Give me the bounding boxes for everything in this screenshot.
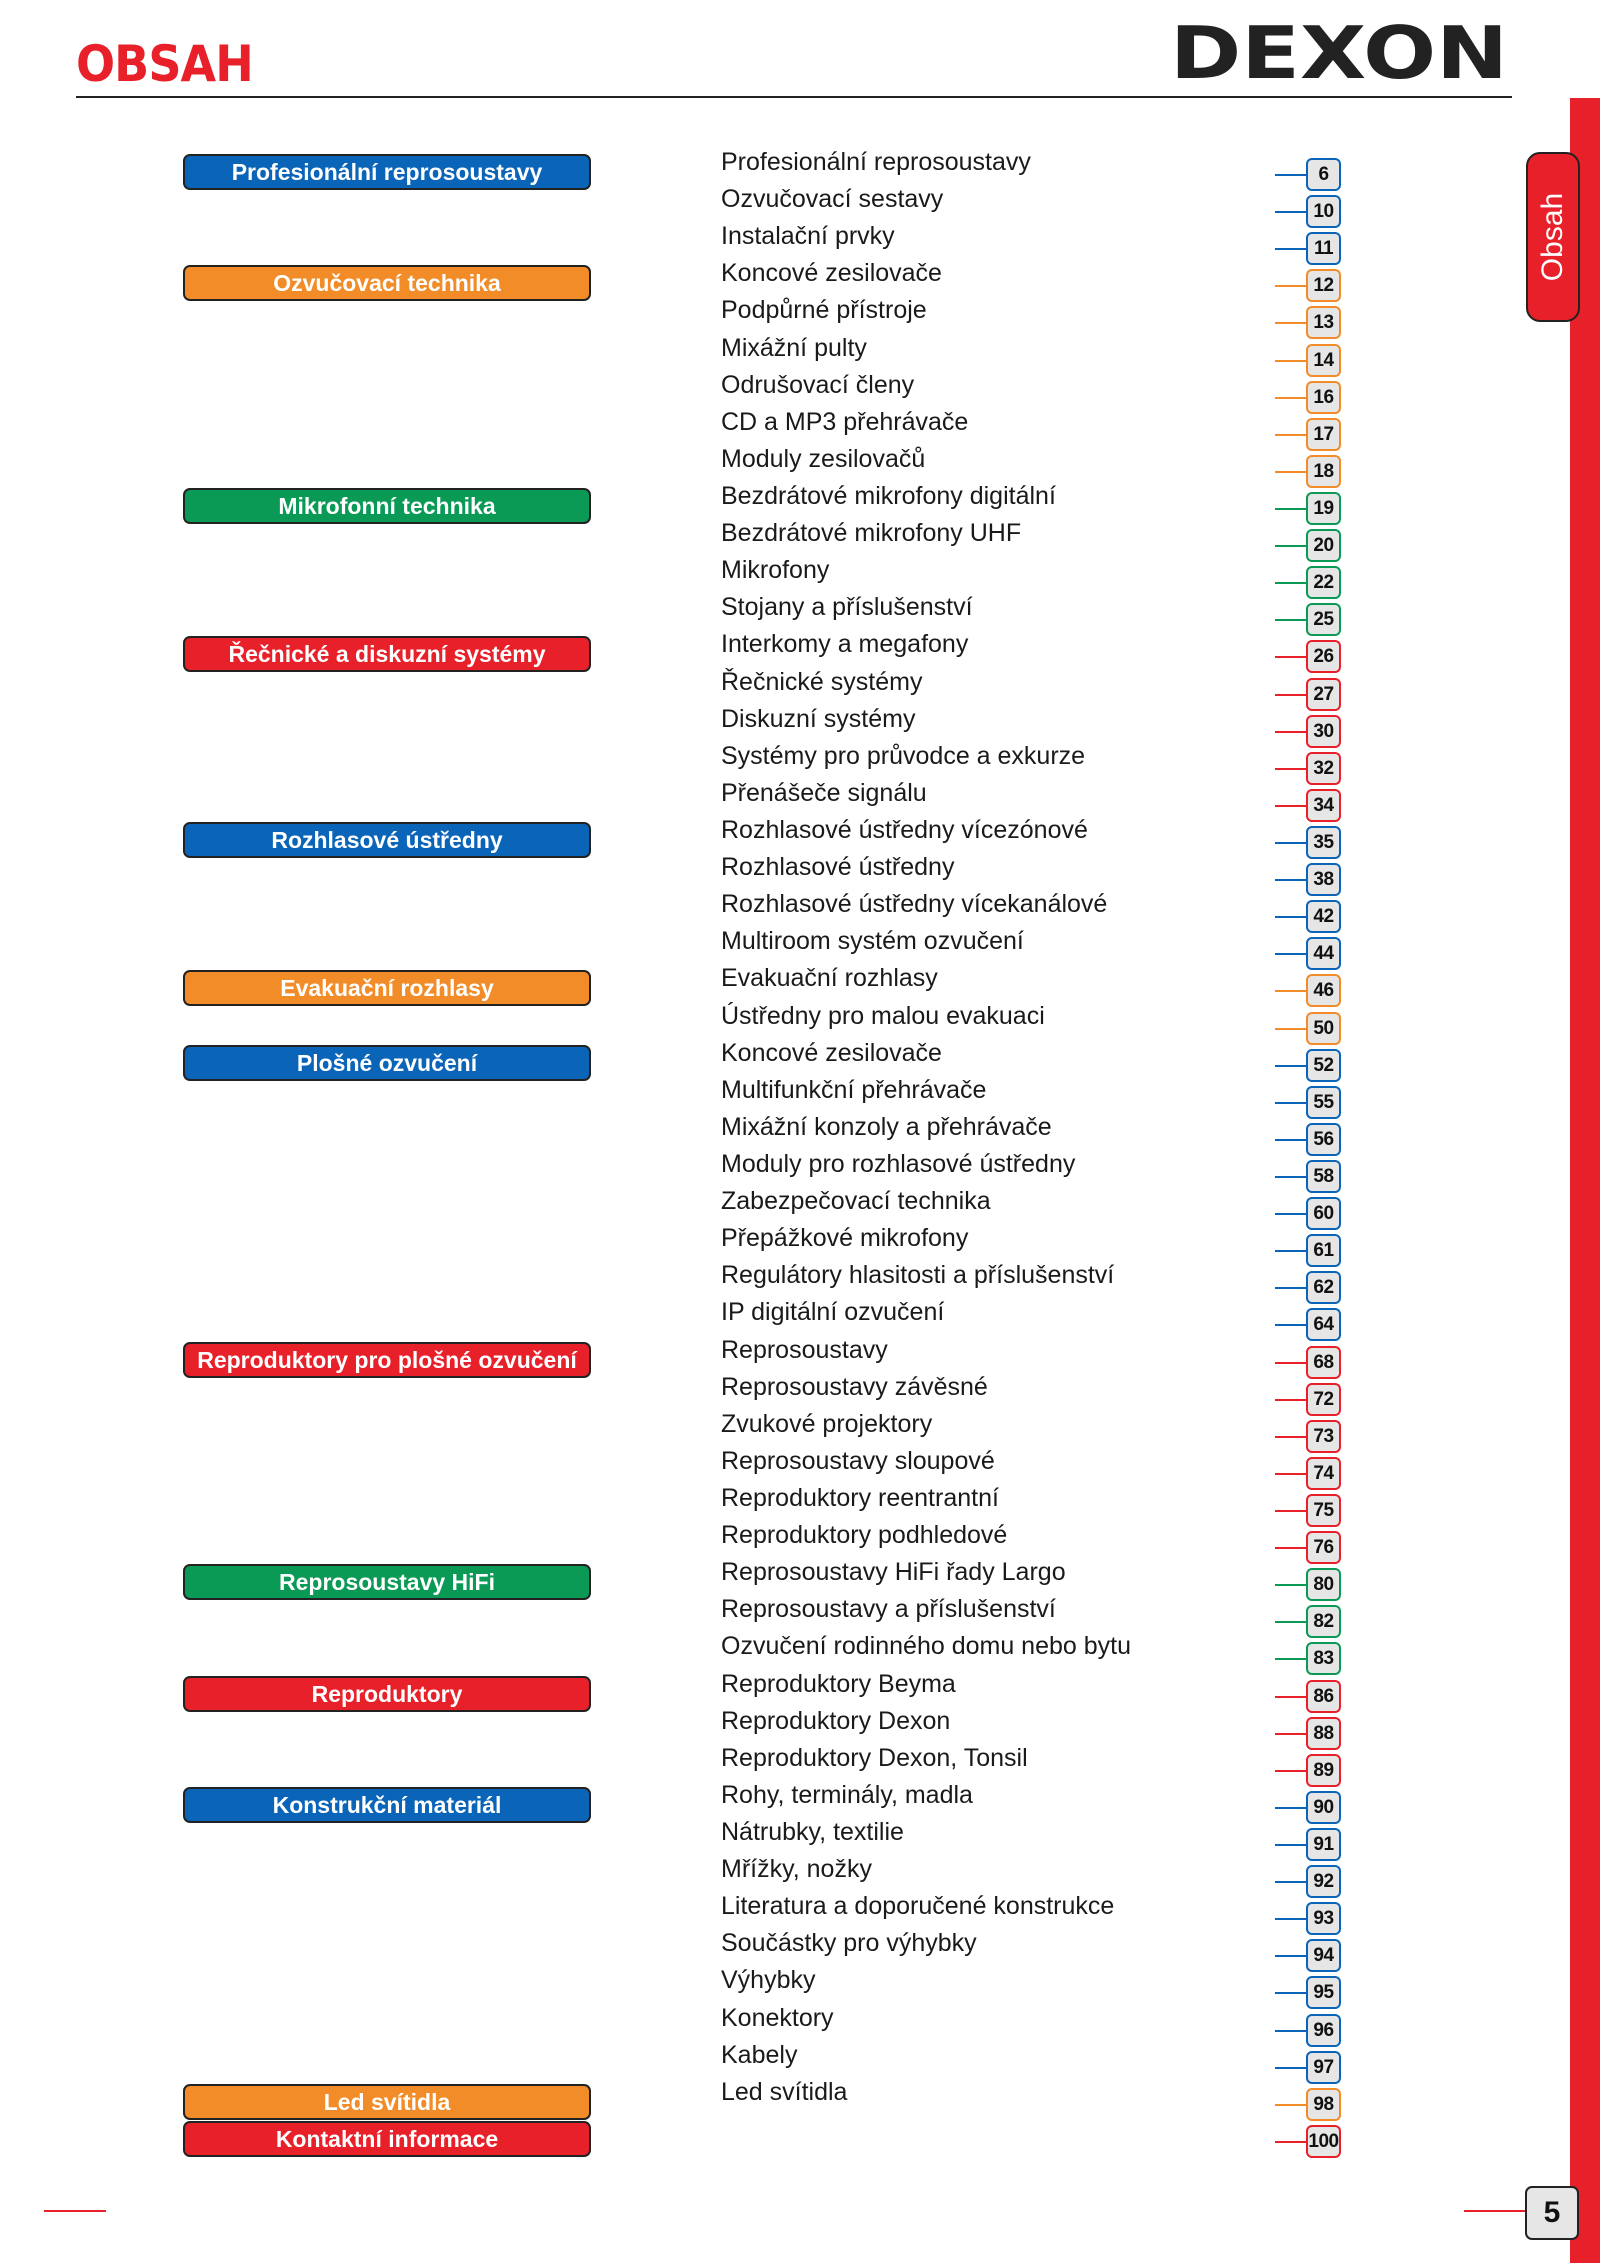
toc-entry[interactable]: Reprosoustavy HiFi řady Largo — [721, 1558, 1066, 1587]
toc-entry[interactable]: Multifunkční přehrávače — [721, 1075, 987, 1104]
toc-page-number[interactable]: 16 — [1306, 381, 1341, 414]
toc-page-number[interactable]: 95 — [1306, 1976, 1341, 2009]
toc-leader-line — [1275, 1287, 1308, 1289]
toc-entry[interactable]: Mřížky, nožky — [721, 1855, 872, 1884]
toc-entry[interactable]: Led svítidla — [721, 2077, 848, 2106]
toc-entry[interactable]: Mikrofony — [721, 556, 830, 585]
toc-entry[interactable]: Stojany a příslušenství — [721, 593, 973, 622]
toc-entry[interactable]: Reprosoustavy závěsné — [721, 1372, 988, 1401]
toc-page-number[interactable]: 100 — [1306, 2125, 1341, 2158]
toc-leader-line — [1275, 545, 1308, 547]
toc-page-number[interactable]: 82 — [1306, 1605, 1341, 1638]
toc-entry[interactable]: Evakuační rozhlasy — [721, 964, 938, 993]
page-number: 5 — [1525, 2186, 1579, 2240]
toc-entry[interactable]: Mixážní pulty — [721, 333, 867, 362]
toc-leader-line — [1275, 879, 1308, 881]
toc-entry[interactable]: Rozhlasové ústředny vícekanálové — [721, 890, 1108, 919]
toc-entry[interactable]: Přepážkové mikrofony — [721, 1224, 969, 1253]
category-button[interactable]: Rozhlasové ústředny — [183, 822, 591, 858]
toc-leader-line — [1275, 471, 1308, 473]
toc-page-number[interactable]: 58 — [1306, 1160, 1341, 1193]
toc-page-number[interactable]: 55 — [1306, 1086, 1341, 1119]
toc-leader-line — [1275, 1213, 1308, 1215]
toc-entry[interactable]: Koncové zesilovače — [721, 1038, 942, 1067]
side-red-bar — [1570, 98, 1600, 2263]
toc-page-number[interactable]: 32 — [1306, 752, 1341, 785]
toc-page-number[interactable]: 61 — [1306, 1234, 1341, 1267]
toc-leader-line — [1275, 842, 1308, 844]
toc-entry[interactable]: Výhybky — [721, 1966, 816, 1995]
toc-leader-line — [1275, 1584, 1308, 1586]
toc-leader-line — [1275, 211, 1308, 213]
toc-page-number[interactable]: 30 — [1306, 715, 1341, 748]
toc-page-number[interactable]: 90 — [1306, 1791, 1341, 1824]
toc-page-number[interactable]: 27 — [1306, 678, 1341, 711]
toc-leader-line — [1275, 1473, 1308, 1475]
toc-page-number[interactable]: 46 — [1306, 974, 1341, 1007]
toc-leader-line — [1275, 953, 1308, 955]
toc-page-number[interactable]: 83 — [1306, 1642, 1341, 1675]
side-tab-obsah[interactable] — [1526, 152, 1580, 322]
toc-page-number[interactable]: 19 — [1306, 492, 1341, 525]
category-button[interactable]: Mikrofonní technika — [183, 488, 591, 524]
toc-entry[interactable]: Součástky pro výhybky — [721, 1929, 977, 1958]
toc-page-number[interactable]: 56 — [1306, 1123, 1341, 1156]
toc-leader-line — [1275, 1028, 1308, 1030]
page-title: OBSAH — [76, 35, 253, 93]
toc-entry[interactable]: Profesionální reprosoustavy — [721, 148, 1031, 176]
toc-leader-line — [1275, 582, 1308, 584]
toc-entry[interactable]: Reproduktory podhledové — [721, 1521, 1008, 1550]
toc-entry[interactable]: Reproduktory Beyma — [721, 1669, 956, 1698]
toc-page-number[interactable]: 22 — [1306, 566, 1341, 599]
toc-page-number[interactable]: 74 — [1306, 1457, 1341, 1490]
toc-entry[interactable]: Přenášeče signálu — [721, 778, 927, 807]
category-button[interactable]: Kontaktní informace — [183, 2121, 591, 2157]
toc-leader-line — [1275, 1139, 1308, 1141]
toc-leader-line — [1275, 656, 1308, 658]
category-button[interactable]: Profesionální reprosoustavy — [183, 154, 591, 190]
toc-leader-line — [1275, 1547, 1308, 1549]
logo-text: DEXON — [1170, 14, 1508, 94]
toc-leader-line — [1275, 174, 1308, 176]
toc-leader-line — [1275, 1102, 1308, 1104]
toc-page-number[interactable]: 92 — [1306, 1865, 1341, 1898]
category-button[interactable]: Reprosoustavy HiFi — [183, 1564, 591, 1600]
toc-page-number[interactable]: 72 — [1306, 1383, 1341, 1416]
toc-page-number[interactable]: 6 — [1306, 158, 1341, 191]
toc-leader-line — [1275, 1955, 1308, 1957]
toc-page-number[interactable]: 52 — [1306, 1049, 1341, 1082]
toc-leader-line — [1275, 916, 1308, 918]
toc-leader-line — [1275, 990, 1308, 992]
toc-leader-line — [1275, 731, 1308, 733]
toc-entry[interactable]: Rozhlasové ústředny — [721, 853, 955, 882]
toc-leader-line — [1275, 2141, 1308, 2143]
toc-leader-line — [1275, 1733, 1308, 1735]
header-rule — [76, 96, 1512, 98]
toc-entry[interactable]: Moduly zesilovačů — [721, 444, 926, 473]
toc-leader-line — [1275, 1362, 1308, 1364]
toc-leader-line — [1275, 1992, 1308, 1994]
toc-page-number[interactable]: 94 — [1306, 1939, 1341, 1972]
toc-page-number[interactable]: 10 — [1306, 195, 1341, 228]
toc-page-number[interactable]: 35 — [1306, 826, 1341, 859]
toc-page-number[interactable]: 89 — [1306, 1754, 1341, 1787]
toc-entry[interactable]: Reprosoustavy — [721, 1335, 888, 1364]
toc-leader-line — [1275, 434, 1308, 436]
toc-leader-line — [1275, 1658, 1308, 1660]
toc-page-number[interactable]: 12 — [1306, 269, 1341, 302]
toc-page-number[interactable]: 76 — [1306, 1531, 1341, 1564]
category-button[interactable]: Plošné ozvučení — [183, 1045, 591, 1081]
toc-leader-line — [1275, 2030, 1308, 2032]
toc-entry[interactable]: CD a MP3 přehrávače — [721, 407, 969, 436]
toc-leader-line — [1275, 805, 1308, 807]
toc-page-number[interactable]: 75 — [1306, 1494, 1341, 1527]
toc-leader-line — [1275, 768, 1308, 770]
category-button[interactable]: Reproduktory — [183, 1676, 591, 1712]
toc-leader-line — [1275, 1510, 1308, 1512]
category-button[interactable]: Led svítidla — [183, 2084, 591, 2120]
footer-line-right — [1464, 2210, 1526, 2212]
toc-entry[interactable]: Řečnické systémy — [721, 667, 923, 696]
toc-entry[interactable]: Diskuzní systémy — [721, 704, 916, 733]
toc-leader-line — [1275, 1807, 1308, 1809]
toc-entry[interactable]: Konektory — [721, 2003, 834, 2032]
toc-page-number[interactable]: 60 — [1306, 1197, 1341, 1230]
toc-page-number[interactable]: 97 — [1306, 2051, 1341, 2084]
toc-entry[interactable]: Reprosoustavy sloupové — [721, 1446, 995, 1475]
toc-entry[interactable]: Kabely — [721, 2040, 798, 2069]
toc-page-number[interactable]: 20 — [1306, 529, 1341, 562]
toc-page-number[interactable]: 13 — [1306, 306, 1341, 339]
toc-entry[interactable]: Koncové zesilovače — [721, 259, 942, 288]
toc-entry[interactable]: Nátrubky, textilie — [721, 1817, 904, 1846]
toc-page-number[interactable]: 80 — [1306, 1568, 1341, 1601]
toc-page-number[interactable]: 88 — [1306, 1717, 1341, 1750]
toc-leader-line — [1275, 1696, 1308, 1698]
toc-entry[interactable]: Bezdrátové mikrofony UHF — [721, 519, 1022, 548]
toc-entry[interactable]: Zvukové projektory — [721, 1409, 933, 1438]
toc-page-number[interactable]: 25 — [1306, 603, 1341, 636]
toc-entry[interactable]: Podpůrné přístroje — [721, 296, 927, 325]
toc-page-number[interactable]: 44 — [1306, 937, 1341, 970]
toc-page-number[interactable]: 26 — [1306, 640, 1341, 673]
toc-entry[interactable]: Regulátory hlasitosti a příslušenství — [721, 1261, 1115, 1290]
toc-entry[interactable]: Rohy, terminály, madla — [721, 1780, 973, 1809]
toc-page-number[interactable]: 14 — [1306, 344, 1341, 377]
toc-entry[interactable]: Literatura a doporučené konstrukce — [721, 1892, 1115, 1921]
toc-leader-line — [1275, 1324, 1308, 1326]
toc-leader-line — [1275, 285, 1308, 287]
toc-page-number[interactable]: 64 — [1306, 1308, 1341, 1341]
toc-leader-line — [1275, 508, 1308, 510]
toc-entry[interactable]: Bezdrátové mikrofony digitální — [721, 481, 1056, 510]
toc-entry[interactable]: Ústředny pro malou evakuaci — [721, 1001, 1045, 1030]
toc-page-number[interactable]: 93 — [1306, 1902, 1341, 1935]
toc-page-number[interactable]: 50 — [1306, 1012, 1341, 1045]
toc-leader-line — [1275, 1436, 1308, 1438]
toc-entry[interactable]: Instalační prvky — [721, 222, 895, 251]
toc-leader-line — [1275, 619, 1308, 621]
toc-entry[interactable]: Interkomy a megafony — [721, 630, 969, 659]
side-tab-label: Obsah — [1536, 192, 1570, 282]
dexon-logo — [1170, 14, 1510, 94]
toc-page-number[interactable]: 86 — [1306, 1680, 1341, 1713]
toc-page-number[interactable]: 62 — [1306, 1271, 1341, 1304]
toc-entry[interactable]: Reprosoustavy a příslušenství — [721, 1595, 1056, 1624]
toc-leader-line — [1275, 1399, 1308, 1401]
toc-entry[interactable]: Mixážní konzoly a přehrávače — [721, 1112, 1052, 1141]
toc-leader-line — [1275, 2104, 1308, 2106]
toc-page-number[interactable]: 42 — [1306, 900, 1341, 933]
category-button[interactable]: Evakuační rozhlasy — [183, 970, 591, 1006]
toc-page-number[interactable]: 38 — [1306, 863, 1341, 896]
toc-leader-line — [1275, 694, 1308, 696]
toc-leader-line — [1275, 248, 1308, 250]
toc-leader-line — [1275, 1881, 1308, 1883]
toc-entry[interactable]: Moduly pro rozhlasové ústředny — [721, 1149, 1076, 1178]
toc-leader-line — [1275, 1250, 1308, 1252]
toc-entry[interactable]: Zabezpečovací technika — [721, 1187, 991, 1216]
toc-entry[interactable]: Ozvučení rodinného domu nebo bytu — [721, 1632, 1131, 1661]
toc-entry[interactable]: Systémy pro průvodce a exkurze — [721, 741, 1086, 770]
toc-page-number[interactable]: 68 — [1306, 1346, 1341, 1379]
toc-entry[interactable]: Rozhlasové ústředny vícezónové — [721, 815, 1088, 844]
category-button[interactable]: Ozvučovací technika — [183, 265, 591, 301]
toc-leader-line — [1275, 1918, 1308, 1920]
toc-entry[interactable]: Reproduktory Dexon — [721, 1706, 951, 1735]
toc-leader-line — [1275, 1770, 1308, 1772]
toc-entry[interactable]: Multiroom systém ozvučení — [721, 927, 1024, 956]
toc-leader-line — [1275, 360, 1308, 362]
toc-entry[interactable]: Odrušovací členy — [721, 370, 915, 399]
toc-leader-line — [1275, 397, 1308, 399]
toc-leader-line — [1275, 1621, 1308, 1623]
toc-leader-line — [1275, 2067, 1308, 2069]
toc-page-number[interactable]: 91 — [1306, 1828, 1341, 1861]
category-button[interactable]: Řečnické a diskuzní systémy — [183, 636, 591, 672]
toc-page-number[interactable]: 11 — [1306, 232, 1341, 265]
toc-page-number[interactable]: 34 — [1306, 789, 1341, 822]
toc-page-number[interactable]: 18 — [1306, 455, 1341, 488]
toc-entry[interactable]: IP digitální ozvučení — [721, 1298, 945, 1327]
toc-leader-line — [1275, 1844, 1308, 1846]
category-button[interactable]: Reproduktory pro plošné ozvučení — [183, 1342, 591, 1378]
footer-line-left — [44, 2210, 106, 2212]
toc-entry[interactable]: Ozvučovací sestavy — [721, 185, 944, 214]
toc-page-number[interactable]: 96 — [1306, 2014, 1341, 2047]
toc-page-number[interactable]: 73 — [1306, 1420, 1341, 1453]
toc-page-number[interactable]: 17 — [1306, 418, 1341, 451]
toc-page-number[interactable]: 98 — [1306, 2088, 1341, 2121]
toc-leader-line — [1275, 1065, 1308, 1067]
toc-entry[interactable]: Reproduktory Dexon, Tonsil — [721, 1743, 1028, 1772]
toc-leader-line — [1275, 1176, 1308, 1178]
toc-leader-line — [1275, 322, 1308, 324]
category-button[interactable]: Konstrukční materiál — [183, 1787, 591, 1823]
toc-entry[interactable]: Reproduktory reentrantní — [721, 1483, 999, 1512]
